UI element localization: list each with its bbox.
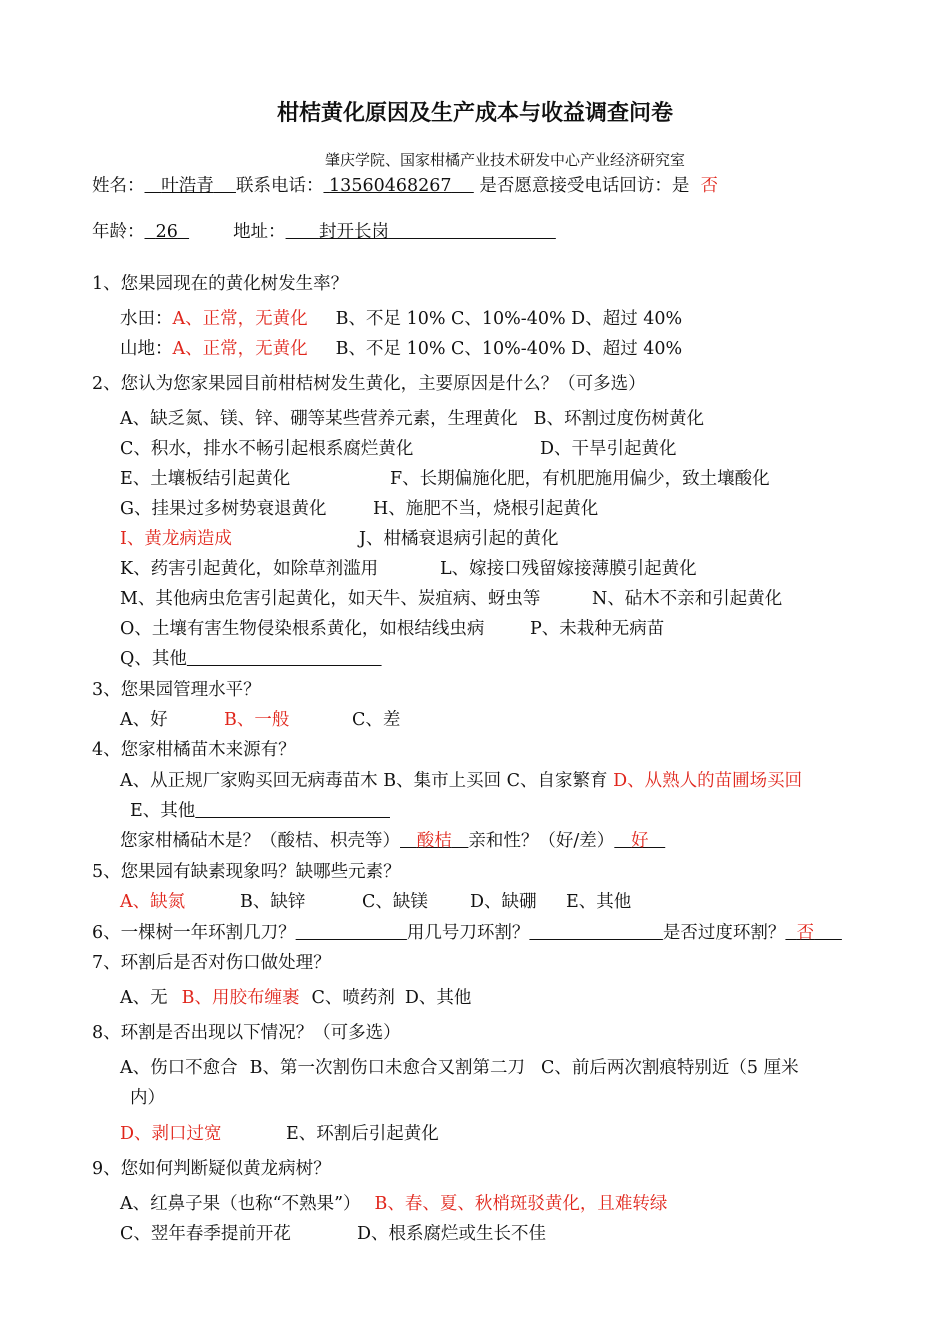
name-field [145,176,236,196]
q2-option-m: M、其他病虫危害引起黄化，如天牛、炭疽病、蚜虫等 [120,589,541,609]
q1-paddy-rest: B、不足 10% C、10%-40% D、超过 40% [335,309,683,329]
q1-hill-label: 山地： [120,339,173,359]
q2-option-f: F、长期偏施化肥，有机肥施用偏少，致土壤酸化 [390,469,770,489]
q4-option-b: B、集市上买回 [383,771,502,791]
q2-option-q: Q、其他 [120,649,187,669]
q9-option-c: C、翌年春季提前开花 [120,1224,291,1244]
q2-row-cd [120,437,413,461]
q9-question: 9、您如何判断疑似黄龙病树？ [92,1159,331,1179]
q2-option-g: G、挂果过多树势衰退黄化 [120,499,327,519]
q5-question: 5、您果园有缺素现象吗？缺哪些元素？ [92,862,401,882]
q8-option-b: B、第一次割伤口未愈合又割第二刀 [249,1058,525,1078]
age-label: 年龄： [92,222,145,242]
q2-option-c: C、积水，排水不畅引起根系腐烂黄化 [120,439,414,459]
q5-option-b: B、缺锌 [240,892,306,912]
q3-option-c: C、差 [352,710,401,730]
q2-option-i: I、黄龙病造成 [120,529,232,549]
q5-option-a: A、缺氮 [120,892,186,912]
q7-option-d: D、其他 [404,988,472,1008]
q2-option-o: O、土壤有害生物侵染根系黄化，如根结线虫病 [120,619,485,639]
q4-row-e [130,799,390,823]
q4-affinity-question: 亲和性？（好/差） [468,831,615,851]
q4-option-a: A、从正规厂家购买回无病毒苗木 [120,771,378,791]
q2-row-ab [120,407,704,431]
q2-question: 2、您认为您家果园目前柑桔树发生黄化，主要原因是什么？（可多选） [92,374,646,394]
page-subtitle: 肇庆学院、国家柑橘产业技术研发中心产业经济研究室 [324,151,685,169]
q4-other-blank [195,801,390,821]
address-label: 地址： [233,222,286,242]
q6-part1: 6、一棵树一年环割几刀？ [92,923,296,943]
q4-rootstock-question: 您家柑橘砧木是？（酸桔、枳壳等） [120,831,400,851]
q2-option-k: K、药害引起黄化，如除草剂滥用 [120,559,379,579]
q4-row-abcd [120,769,802,793]
q1-paddy-label: 水田： [120,309,173,329]
q9-row-ab [120,1192,667,1216]
q6-row [92,921,842,945]
q6-blank1 [296,923,407,943]
q7-option-b: B、用胶布缠裹 [181,988,300,1008]
page-title: 柑桔黄化原因及生产成本与收益调查问卷 [276,100,673,126]
phone-label: 联系电话： [235,176,324,196]
q6-answer-field [785,923,841,943]
q5-option-c: C、缺镁 [362,892,428,912]
q8-option-d: D、剥口过宽 [120,1124,222,1144]
q9-option-a: A、红鼻子果（也称“不熟果”） [120,1194,361,1214]
q1-hill-rest: B、不足 10% C、10%-40% D、超过 40% [335,339,683,359]
q4-question: 4、您家柑橘苗木来源有？ [92,740,296,760]
q2-row-q [120,647,382,671]
q3-option-b: B、一般 [224,710,290,730]
address-field [286,222,556,242]
q2-option-l: L、嫁接口残留嫁接薄膜引起黄化 [440,559,697,579]
q6-answer: 否 [796,923,815,943]
phone-value: 13560468267 [329,176,452,196]
q4-rootstock-field [400,831,468,851]
name-value: 叶浩青 [161,176,214,196]
q9-option-d: D、根系腐烂或生长不佳 [357,1224,547,1244]
q7-question: 7、环割后是否对伤口做处理？ [92,953,331,973]
q5-option-e: E、其他 [566,892,632,912]
q8-question: 8、环割是否出现以下情况？（可多选） [92,1023,401,1043]
q9-option-b: B、春、夏、秋梢斑驳黄化，且难转绿 [374,1194,668,1214]
callback-value: 否 [700,176,719,196]
name-label: 姓名： [92,176,145,196]
q1-question: 1、您果园现在的黄化树发生率？ [92,274,349,294]
q8-option-c: C、前后两次割痕特别近（5 厘米 [541,1058,799,1078]
q7-option-a: A、无 [120,988,168,1008]
q4-option-d: D、从熟人的苗圃场买回 [613,771,803,791]
q2-option-j: J、柑橘衰退病引起的黄化 [359,529,559,549]
age-value: 26 [155,222,178,242]
q1-paddy-selected: A、正常，无黄化 [172,309,308,329]
q4-affinity-field [614,831,665,851]
info-line-age [92,220,556,244]
q7-options-row [120,986,471,1010]
q4-option-c: C、自家繁育 [506,771,608,791]
q8-option-a: A、伤口不愈合 [120,1058,238,1078]
q1-paddy-row [120,307,682,331]
q3-question: 3、您果园管理水平？ [92,680,261,700]
address-value: 封开长岗 [318,222,389,242]
q4-rootstock-row [120,829,665,853]
q1-hill-row [120,337,682,361]
q2-other-blank [187,649,382,669]
q2-option-d: D、干旱引起黄化 [540,439,677,459]
q4-option-e: E、其他 [130,801,196,821]
q3-option-a: A、好 [120,710,168,730]
q8-option-e: E、环割后引起黄化 [286,1124,439,1144]
q2-option-e: E、土壤板结引起黄化 [120,469,291,489]
q2-option-n: N、砧木不亲和引起黄化 [592,589,783,609]
info-line-contact [92,174,718,198]
q4-rootstock-answer: 酸桔 [416,831,452,851]
q6-part2: 用几号刀环割？ [406,923,530,943]
q2-option-b: B、环割过度伤树黄化 [533,409,705,429]
q5-option-d: D、缺硼 [470,892,537,912]
q1-hill-selected: A、正常，无黄化 [172,339,308,359]
q8-row-abc [120,1056,799,1080]
q8-option-c-cont: 内） [130,1088,165,1108]
q4-affinity-answer: 好 [631,831,649,851]
q2-option-a: A、缺乏氮、镁、锌、硼等某些营养元素，生理黄化 [120,409,518,429]
q7-option-c: C、喷药剂 [311,988,395,1008]
phone-field [323,176,473,196]
age-field [145,222,190,242]
q6-part3: 是否过度环割？ [662,923,786,943]
q2-option-p: P、未栽种无病苗 [530,619,665,639]
callback-label: 是否愿意接受电话回访：是 [479,176,690,196]
q2-option-h: H、施肥不当，烧根引起黄化 [373,499,599,519]
q6-blank2 [529,923,663,943]
